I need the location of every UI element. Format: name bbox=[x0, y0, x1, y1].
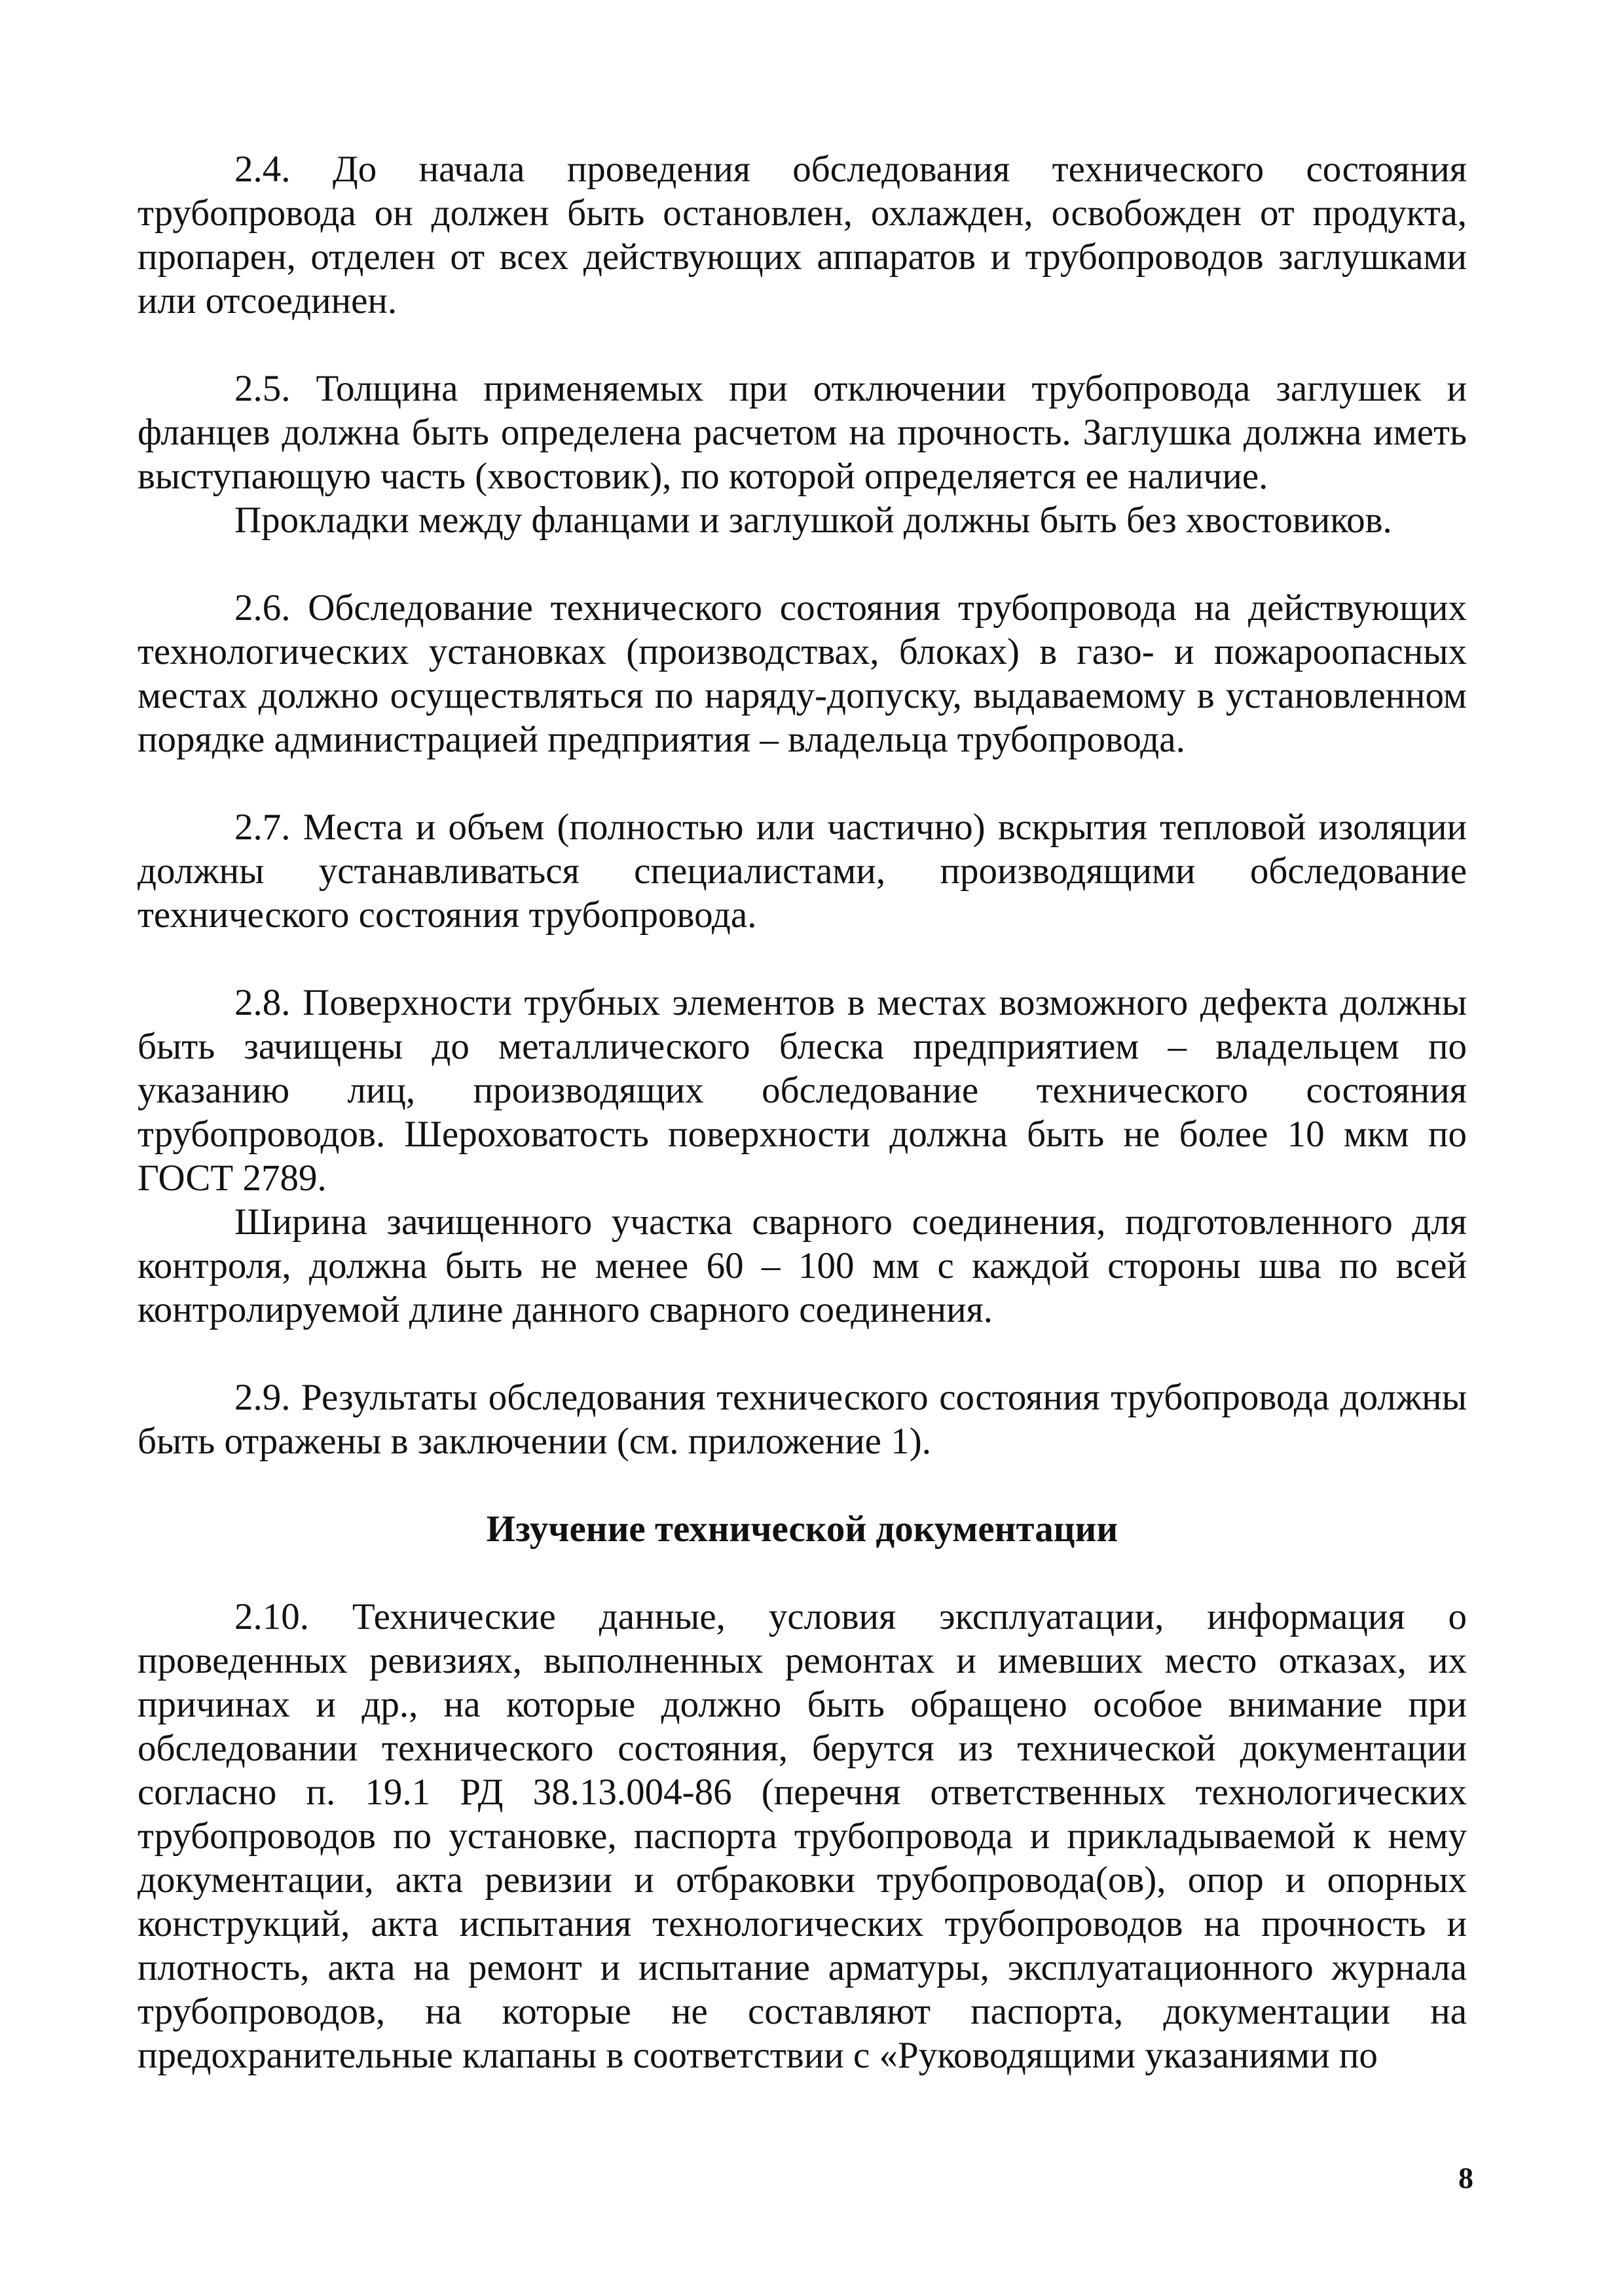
paragraph-2-5: 2.5. Толщина применяемых при отключении трубопровода заглушек и фланцев должна быть определена расчетом на прочность. Заглушка должна иметь выступающую часть (хвостовик), по которой определяется ее наличие. bbox=[138, 368, 1467, 497]
paragraph-2-10: 2.10. Технические данные, условия эксплуатации, информация о проведенных ревизиях, выполненных ремонтах и имевших место отказах, их причинах и др., на которые должно быть обращено особое внимание при обследовании технического состояния, берутся из технической документации согласно п. 19.1 РД 38.13.004-86 (перечня ответственных технологических трубопроводов по установке, паспорта трубопровода и прикладываемой к нему документации, акта ревизии и отбраковки трубопровода(ов), опор и опорных конструкций, акта испытания технологических трубопроводов на прочность и плотность, акта на ремонт и испытание арматуры, эксплуатационного журнала трубопроводов, на которые не составляют паспорта, документации на предохранительные клапаны в соответствии с «Руководящими указаниями по bbox=[138, 1596, 1467, 2076]
paragraph-2-7: 2.7. Места и объем (полностью или частично) вскрытия тепловой изоляции должны устанавливаться специалистами, производящими обследование технического состояния трубопровода. bbox=[138, 807, 1467, 936]
paragraph-2-4: 2.4. До начала проведения обследования технического состояния трубопровода он должен быть остановлен, охлажден, освобожден от продукта, пропарен, отделен от всех действующих аппаратов и трубопроводов заглушками или отсоединен. bbox=[138, 149, 1467, 321]
page-number: 8 bbox=[1458, 2161, 1473, 2195]
document-body bbox=[138, 147, 1467, 2077]
paragraph-2-8-continuation: Ширина зачищенного участка сварного соединения, подготовленного для контроля, должна быть не менее 60 – 100 мм с каждой стороны шва по всей контролируемой длине данного сварного соединения. bbox=[138, 1201, 1467, 1330]
paragraph-2-6: 2.6. Обследование технического состояния трубопровода на действующих технологических установках (производствах, блоках) в газо- и пожароопасных местах должно осуществляться по наряду-допуску, выдаваемому в установленном порядке администрацией предприятия – владельца трубопровода. bbox=[138, 587, 1467, 760]
paragraph-2-9: 2.9. Результаты обследования технического состояния трубопровода должны быть отражены в заключении (см. приложение 1). bbox=[138, 1377, 1467, 1462]
section-heading: Изучение технической документации bbox=[486, 1508, 1118, 1550]
paragraph-2-8: 2.8. Поверхности трубных элементов в местах возможного дефекта должны быть зачищены до металлического блеска предприятием – владельцем по указанию лиц, производящих обследование технического состояния трубопроводов. Шероховатость поверхности должна быть не более 10 мкм по ГОСТ 2789. bbox=[138, 982, 1467, 1199]
paragraph-2-5-continuation: Прокладки между фланцами и заглушкой должны быть без хвостовиков. bbox=[234, 500, 1392, 541]
